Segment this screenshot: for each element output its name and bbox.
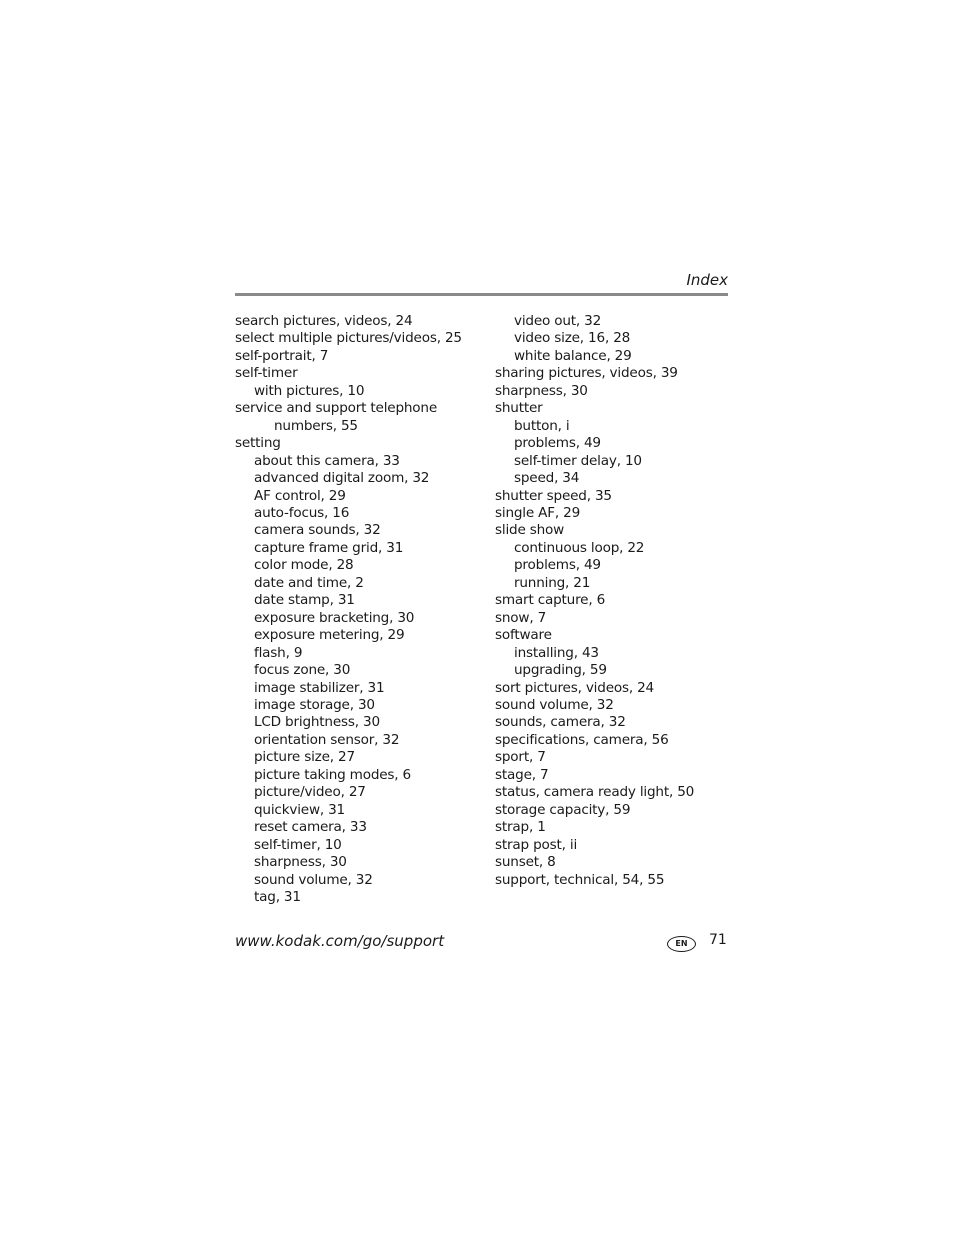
index-subentry: image storage, 30: [254, 696, 375, 713]
index-entry: setting: [235, 435, 281, 452]
index-subentry: tag, 31: [254, 888, 301, 905]
index-entry: sharing pictures, videos, 39: [495, 365, 678, 382]
index-entry: sport, 7: [495, 749, 546, 766]
index-subentry: LCD brightness, 30: [254, 714, 380, 731]
index-subentry: self-timer delay, 10: [514, 452, 642, 469]
index-entry: status, camera ready light, 50: [495, 784, 695, 801]
index-subentry: running, 21: [514, 574, 591, 591]
index-subentry: capture frame grid, 31: [254, 539, 404, 556]
index-entry: strap, 1: [495, 819, 546, 836]
index-entry: sort pictures, videos, 24: [495, 679, 654, 696]
index-subentry: exposure metering, 29: [254, 627, 405, 644]
index-subentry: video out, 32: [514, 313, 602, 329]
index-column-right: [495, 313, 745, 889]
index-subentry: date and time, 2: [254, 574, 364, 591]
index-entry: smart capture, 6: [495, 592, 606, 609]
index-subentry: orientation sensor, 32: [254, 731, 400, 748]
index-subentry: camera sounds, 32: [254, 522, 381, 539]
index-entry: storage capacity, 59: [495, 801, 631, 818]
index-subentry: speed, 34: [514, 470, 580, 487]
index-subentry: problems, 49: [514, 557, 601, 574]
index-subentry: sound volume, 32: [254, 871, 373, 888]
index-subentry: installing, 43: [514, 644, 599, 661]
index-entry: stage, 7: [495, 766, 549, 783]
index-entry: support, technical, 54, 55: [495, 871, 665, 888]
index-subentry: reset camera, 33: [254, 819, 367, 836]
index-subentry: picture taking modes, 6: [254, 766, 411, 783]
index-entry: self-timer: [235, 365, 298, 382]
index-subentry: image stabilizer, 31: [254, 679, 385, 696]
index-entry: sound volume, 32: [495, 696, 614, 713]
index-entry: sharpness, 30: [495, 382, 588, 399]
index-subentry: color mode, 28: [254, 557, 354, 574]
index-subentry: white balance, 29: [514, 347, 632, 364]
index-entry: sunset, 8: [495, 854, 556, 871]
index-entry: shutter speed, 35: [495, 487, 612, 504]
index-subentry: button, i: [514, 417, 570, 434]
index-subentry: advanced digital zoom, 32: [254, 470, 430, 487]
index-subentry: numbers, 55: [274, 417, 358, 434]
index-entry: software: [495, 627, 552, 644]
index-entry: sounds, camera, 32: [495, 714, 626, 731]
index-entry: shutter: [495, 400, 543, 417]
index-subentry: picture size, 27: [254, 749, 355, 766]
index-subentry: continuous loop, 22: [514, 539, 645, 556]
index-subentry: self-timer, 10: [254, 836, 342, 853]
index-subentry: picture/video, 27: [254, 784, 366, 801]
index-entry: slide show: [495, 522, 565, 539]
index-subentry: date stamp, 31: [254, 592, 355, 609]
index-entry: single AF, 29: [495, 504, 581, 521]
index-entry: self-portrait, 7: [235, 347, 329, 364]
index-subentry: exposure bracketing, 30: [254, 609, 415, 626]
header-divider: [235, 293, 728, 296]
index-subentry: auto-focus, 16: [254, 504, 350, 521]
index-entry: service and support telephone: [235, 400, 437, 417]
index-entry: snow, 7: [495, 609, 547, 626]
index-entry: specifications, camera, 56: [495, 731, 669, 748]
index-subentry: about this camera, 33: [254, 452, 400, 469]
index-subentry: video size, 16, 28: [514, 330, 631, 347]
index-entry: search pictures, videos, 24: [235, 313, 413, 329]
index-subentry: quickview, 31: [254, 801, 346, 818]
language-badge: EN: [667, 936, 696, 952]
index-entry: strap post, ii: [495, 836, 578, 853]
page-number: 71: [709, 932, 727, 948]
index-subentry: with pictures, 10: [254, 382, 365, 399]
page-header-title: Index: [686, 271, 728, 289]
index-subentry: flash, 9: [254, 644, 303, 661]
index-subentry: upgrading, 59: [514, 662, 607, 679]
index-column-left: [235, 313, 485, 906]
index-subentry: sharpness, 30: [254, 854, 347, 871]
footer-support-url: www.kodak.com/go/support: [235, 932, 445, 950]
index-subentry: AF control, 29: [254, 487, 346, 504]
index-subentry: problems, 49: [514, 435, 601, 452]
index-subentry: focus zone, 30: [254, 662, 351, 679]
index-entry: select multiple pictures/videos, 25: [235, 330, 462, 347]
